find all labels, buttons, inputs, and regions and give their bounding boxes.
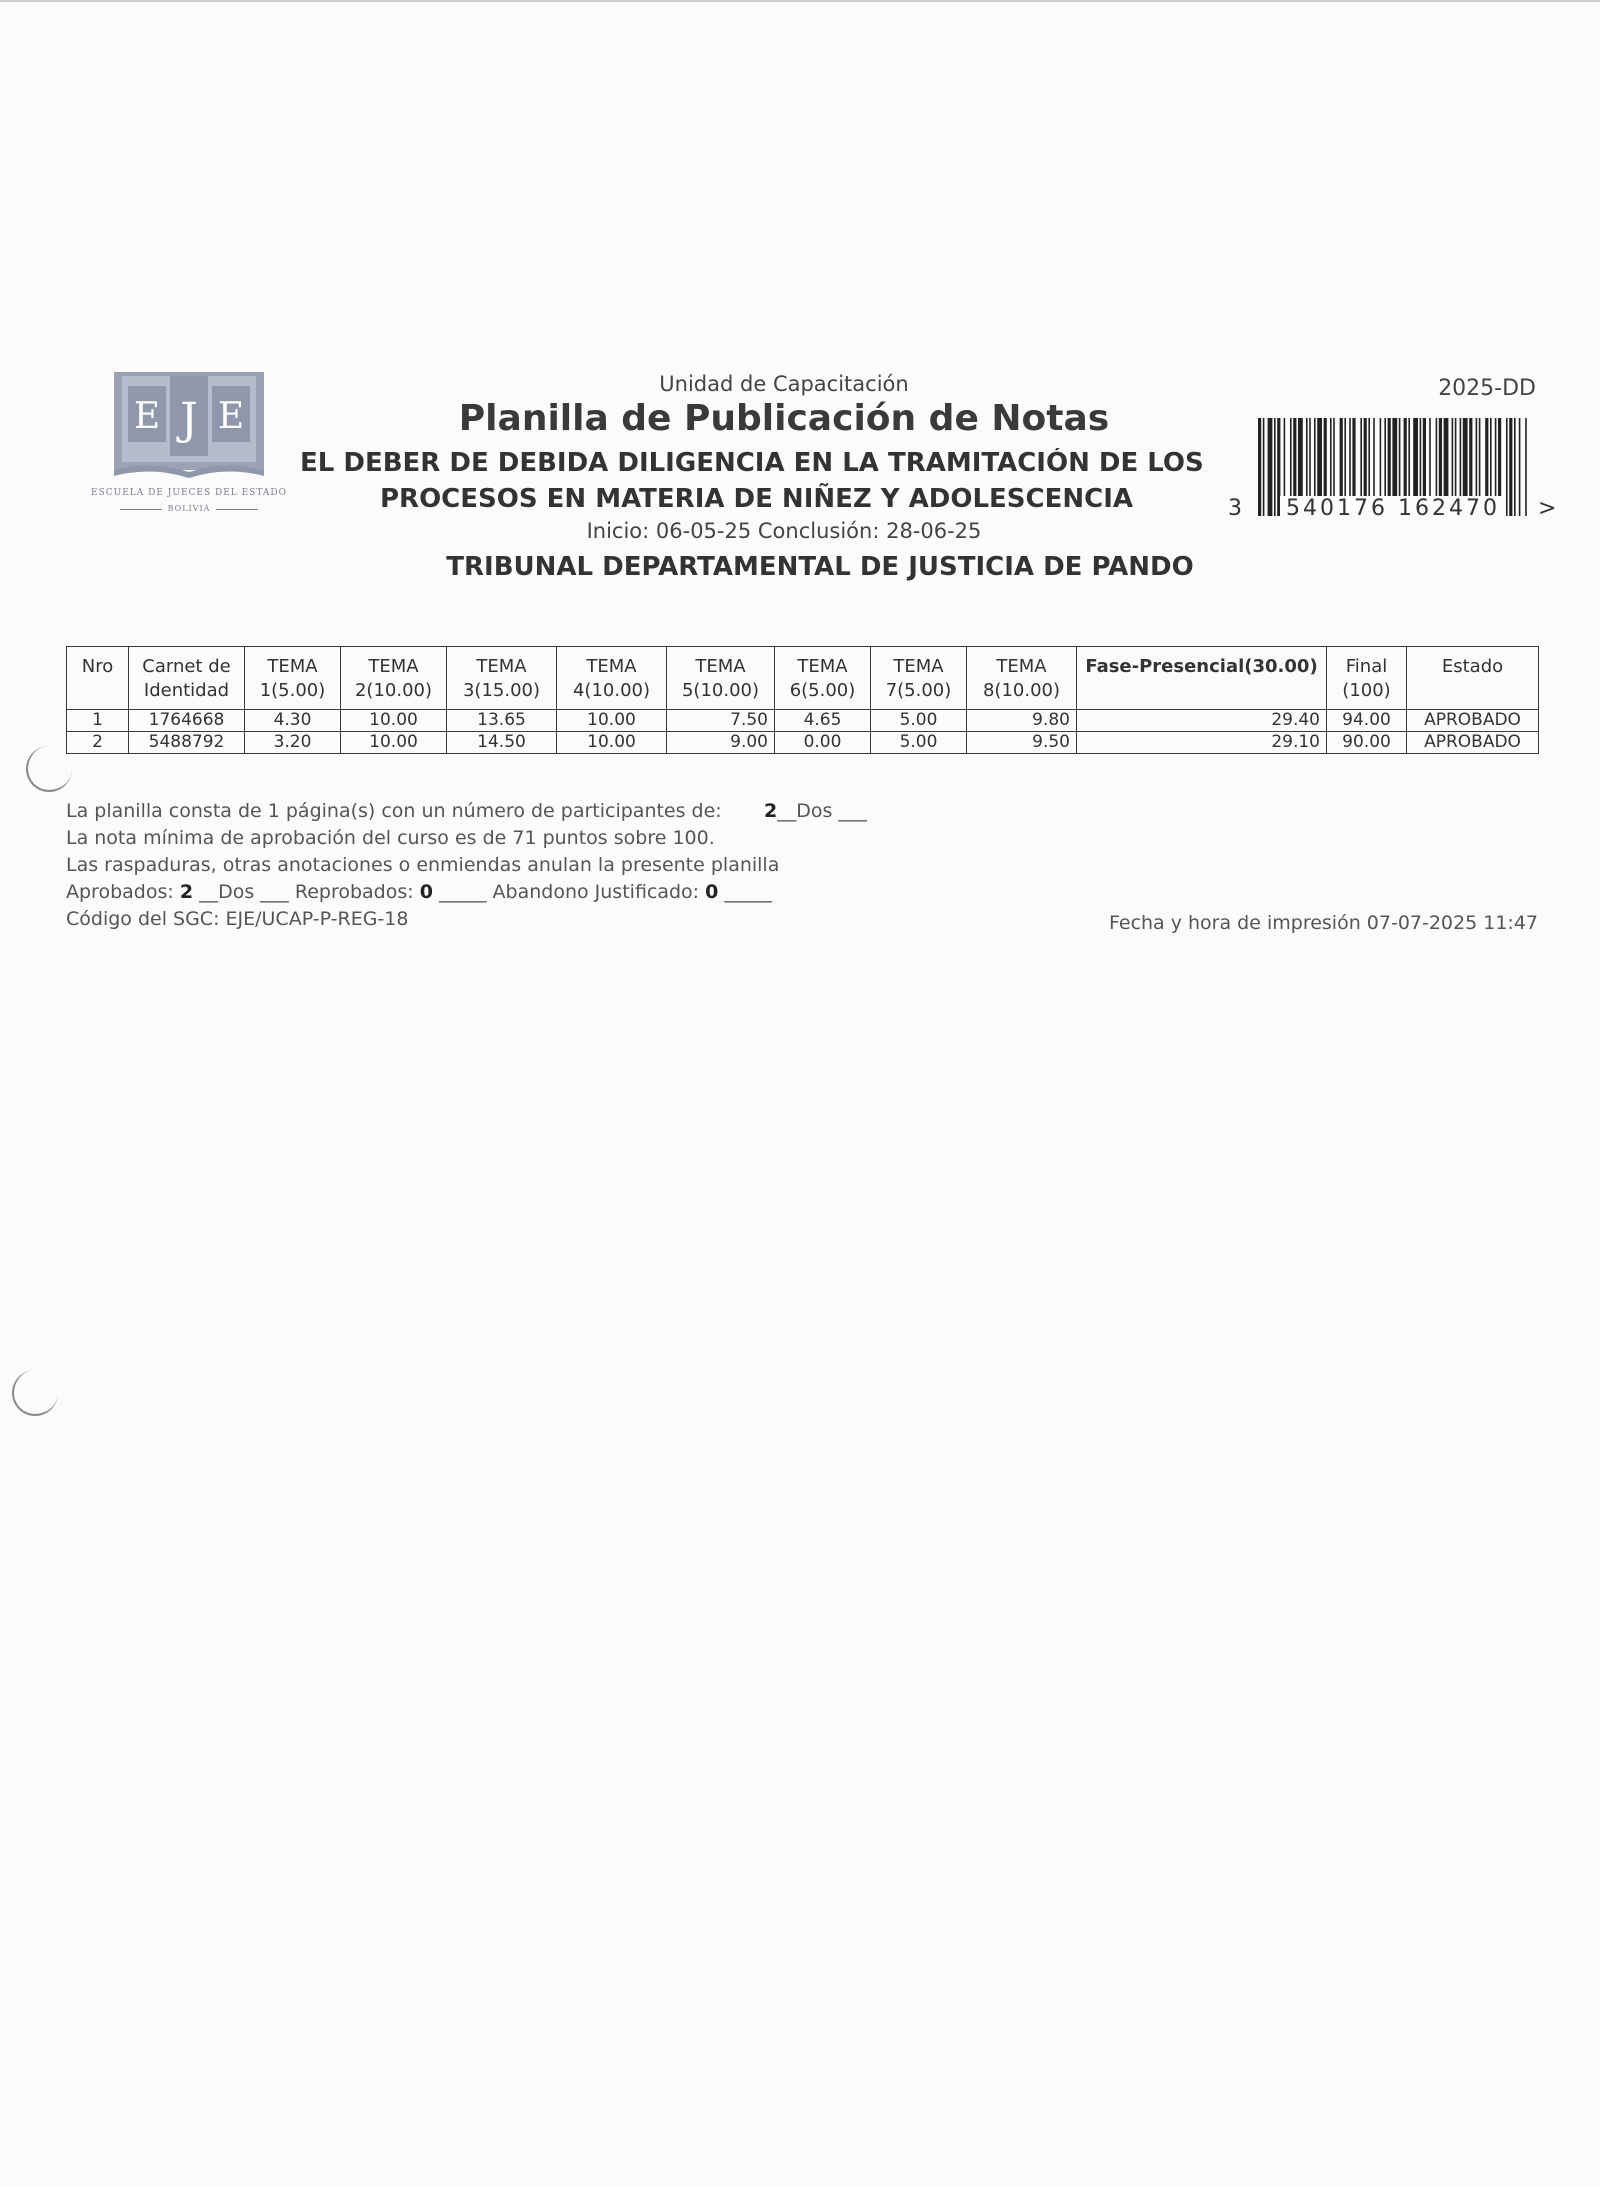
punch-hole-mark <box>26 746 72 792</box>
participants-line: La planilla consta de 1 página(s) con un número de participantes de: 2__Dos ___ <box>66 800 867 822</box>
unit-name: Unidad de Capacitación <box>659 372 909 396</box>
header-final: Final (100) <box>1327 647 1407 710</box>
cell-tema-6: 0.00 <box>775 732 871 754</box>
cell-nro: 1 <box>67 710 129 732</box>
logo-letter-2: J <box>180 394 198 445</box>
cell-tema-2: 10.00 <box>341 710 447 732</box>
failed-label: Reprobados: <box>294 881 414 903</box>
cell-nro: 2 <box>67 732 129 754</box>
barcode-prefix: 3 <box>1228 496 1242 521</box>
cell-carnet: 1764668 <box>129 710 245 732</box>
approved-number: 2 <box>179 881 194 903</box>
page-title: Planilla de Publicación de Notas <box>458 398 1110 439</box>
cell-tema-8: 9.80 <box>967 710 1077 732</box>
cell-tema-8: 9.50 <box>967 732 1077 754</box>
barcode-digits: 540176 162470 <box>1280 496 1506 522</box>
header-tema-1: TEMA 1(5.00) <box>245 647 341 710</box>
cell-fase-presencial: 29.10 <box>1077 732 1327 754</box>
header-tema-4: TEMA 4(10.00) <box>557 647 667 710</box>
tribunal-name: TRIBUNAL DEPARTAMENTAL DE JUSTICIA DE PANDO <box>446 552 1194 582</box>
cell-tema-5: 7.50 <box>667 710 775 732</box>
header-tema-3: TEMA 3(15.00) <box>447 647 557 710</box>
minimum-grade-line: La nota mínima de aprobación del curso es de 71 puntos sobre 100. <box>66 827 715 849</box>
table-header-row <box>67 647 1539 710</box>
cell-tema-4: 10.00 <box>557 710 667 732</box>
footer-notes <box>66 798 867 933</box>
approved-label: Aprobados: <box>66 881 174 903</box>
logo-letter-1: E <box>133 396 161 437</box>
cell-final: 90.00 <box>1327 732 1407 754</box>
abandon-label: Abandono Justificado: <box>492 881 700 903</box>
cell-tema-2: 10.00 <box>341 732 447 754</box>
cell-fase-presencial: 29.40 <box>1077 710 1327 732</box>
pages-text: La planilla consta de 1 página(s) con un número de participantes de: <box>66 800 722 822</box>
header-tema-2: TEMA 2(10.00) <box>341 647 447 710</box>
logo-letter-3: E <box>217 396 245 437</box>
cell-tema-1: 3.20 <box>245 732 341 754</box>
failed-number: 0 <box>419 881 433 903</box>
erasures-line: Las raspaduras, otras anotaciones o enmiendas anulan la presente planilla <box>66 854 780 876</box>
cell-tema-6: 4.65 <box>775 710 871 732</box>
header-tema-7: TEMA 7(5.00) <box>871 647 967 710</box>
cell-tema-3: 14.50 <box>447 732 557 754</box>
table-row <box>67 732 1539 754</box>
course-title-line-1: EL DEBER DE DEBIDA DILIGENCIA EN LA TRAMITACIÓN DE LOS <box>300 448 1204 478</box>
barcode-suffix: > <box>1538 496 1557 521</box>
header-fase-presencial: Fase-Presencial(30.00) <box>1077 647 1327 710</box>
cell-estado: APROBADO <box>1407 710 1539 732</box>
logo-caption: ESCUELA DE JUECES DEL ESTADO <box>91 488 287 498</box>
logo-subcaption: BOLIVIA <box>84 504 294 513</box>
participants-word: Dos <box>796 800 833 822</box>
header-tema-8: TEMA 8(10.00) <box>967 647 1077 710</box>
approved-word: Dos <box>218 881 255 903</box>
cell-tema-7: 5.00 <box>871 732 967 754</box>
abandon-number: 0 <box>705 881 719 903</box>
course-title-line-2: PROCESOS EN MATERIA DE NIÑEZ Y ADOLESCENCIA <box>380 484 1134 514</box>
header-estado: Estado <box>1407 647 1539 710</box>
header-nro: Nro <box>67 647 129 710</box>
cell-final: 94.00 <box>1327 710 1407 732</box>
header-tema-5: TEMA 5(10.00) <box>667 647 775 710</box>
cell-tema-5: 9.00 <box>667 732 775 754</box>
results-line: Aprobados: 2 __Dos ___ Reprobados: 0 _____ Abandono Justificado: 0 _____ <box>66 881 772 903</box>
cell-estado: APROBADO <box>1407 732 1539 754</box>
cell-tema-7: 5.00 <box>871 710 967 732</box>
course-dates: Inicio: 06-05-25 Conclusión: 28-06-25 <box>586 519 982 543</box>
barcode-digits-wrap <box>1260 496 1526 522</box>
cell-tema-4: 10.00 <box>557 732 667 754</box>
barcode <box>1220 418 1560 528</box>
cell-carnet: 5488792 <box>129 732 245 754</box>
punch-hole-mark <box>12 1370 58 1416</box>
sgc-code: Código del SGC: EJE/UCAP-P-REG-18 <box>66 908 409 930</box>
document-code: 2025-DD <box>1438 376 1536 401</box>
print-date: Fecha y hora de impresión 07-07-2025 11:47 <box>1108 912 1538 934</box>
cell-tema-1: 4.30 <box>245 710 341 732</box>
participants-number: 2 <box>764 800 778 822</box>
grades-table <box>66 646 1539 754</box>
table-row <box>67 710 1539 732</box>
cell-tema-3: 13.65 <box>447 710 557 732</box>
header-tema-6: TEMA 6(5.00) <box>775 647 871 710</box>
scan-top-edge <box>0 0 1600 2</box>
header-carnet: Carnet de Identidad <box>129 647 245 710</box>
